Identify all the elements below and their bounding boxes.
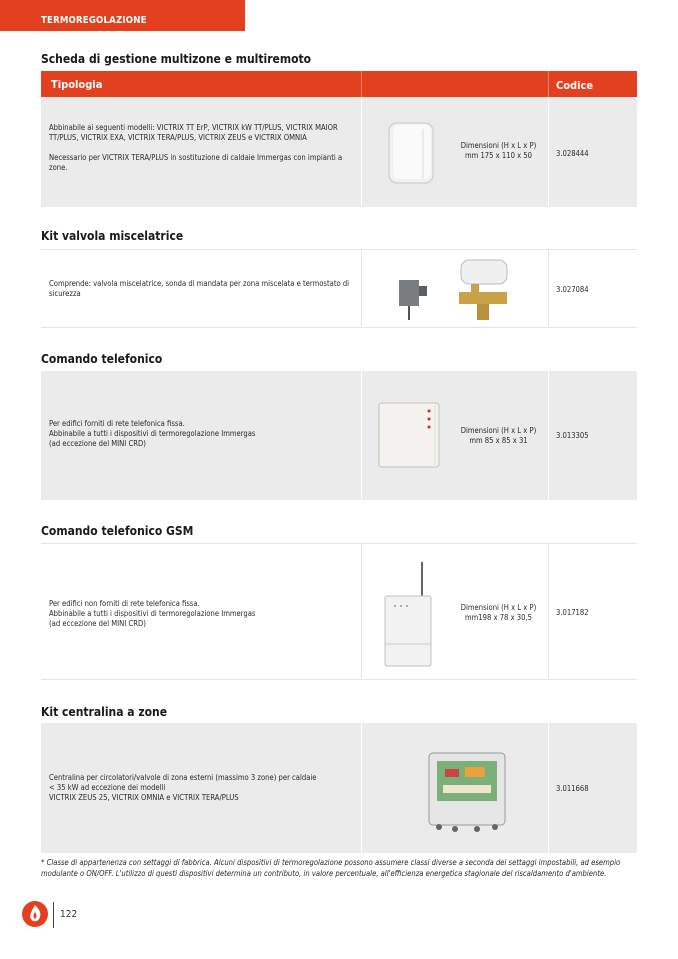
- section-title-gsm: Comando telefonico GSM: [41, 524, 194, 538]
- column-header-code: Codice: [556, 79, 594, 92]
- mixing-valve-image: [393, 256, 523, 324]
- row-description: Centralina per circolatori/valvole di zona esterni (massimo 3 zone) per caldaie < 35 kW ad eccezione dei modelli VICTRIX ZEUS 25, VICTRIX OMNIA e VICTRIX TERA/PLUS: [49, 773, 317, 802]
- row-description: Per edifici forniti di rete telefonica fissa. Abbinabile a tutti i dispositivi di termoregolazione Immergas (ad eccezione del MINI CRD): [49, 419, 256, 448]
- dimensions: Dimensioni (H x L x P) mm 175 x 110 x 50: [460, 141, 537, 160]
- page-separator: [53, 902, 54, 928]
- row-description: Comprende: valvola miscelatrice, sonda di mandata per zona miscelata e termostato di sicurezza: [49, 279, 350, 298]
- table-row: [41, 371, 637, 500]
- multizone-board-image: [385, 119, 441, 187]
- footnote: * Classe di appartenenza con settaggi di fabbrica. Alcuni dispositivi di termoregolazione possono assumere classi diverse a seconda dei settaggi impostabili, ad esempio modulante o ON/OFF. L'utilizzo di questi dispositivi determina un contributo, in valore percentuale, all'efficienza energetica stagionale del riscaldamento d'ambiente.: [41, 858, 621, 878]
- product-code: 3.028444: [556, 149, 589, 158]
- product-code: 3.017182: [556, 608, 589, 617]
- table-row: [41, 723, 637, 853]
- section-title-telephone: Comando telefonico: [41, 352, 163, 366]
- dimensions: Dimensioni (H x L x P) mm198 x 78 x 30,5: [460, 603, 537, 622]
- section-title-mixing-valve: Kit valvola miscelatrice: [41, 229, 184, 243]
- table-row: [41, 249, 637, 328]
- row-description: Per edifici non forniti di rete telefonica fissa. Abbinabile a tutti i dispositivi di termoregolazione Immergas (ad eccezione del MINI CRD): [49, 599, 256, 628]
- product-code: 3.011668: [556, 784, 589, 793]
- dimensions: Dimensioni (H x L x P) mm 85 x 85 x 31: [460, 426, 537, 445]
- telephone-control-image: [375, 399, 445, 469]
- section-title-zone-unit: Kit centralina a zone: [41, 705, 168, 719]
- column-header-type: Tipologia: [51, 78, 103, 91]
- page-number: 122: [60, 909, 78, 920]
- zone-control-image: [421, 745, 513, 835]
- product-code: 3.013305: [556, 431, 589, 440]
- section-header-label: TERMOREGOLAZIONE: [41, 15, 147, 26]
- table-row: [41, 543, 637, 680]
- table-header: [41, 71, 637, 97]
- section-title-multizone: Scheda di gestione multizone e multiremoto: [41, 52, 312, 66]
- brand-logo-icon: [21, 900, 49, 928]
- row-description: Abbinabile ai seguenti modelli: VICTRIX TT ErP, VICTRIX kW TT/PLUS, VICTRIX MAIOR TT/PLUS, VICTRIX EXA, VICTRIX TERA/PLUS, VICTRIX ZEUS e VICTRIX OMNIA Necessario per VICTRIX TERA/PLUS in sostituzione di caldaie Immergas con impianti a zone.: [49, 123, 343, 172]
- table-row: [41, 97, 637, 207]
- gsm-control-image: [381, 558, 441, 670]
- product-code: 3.027084: [556, 285, 589, 294]
